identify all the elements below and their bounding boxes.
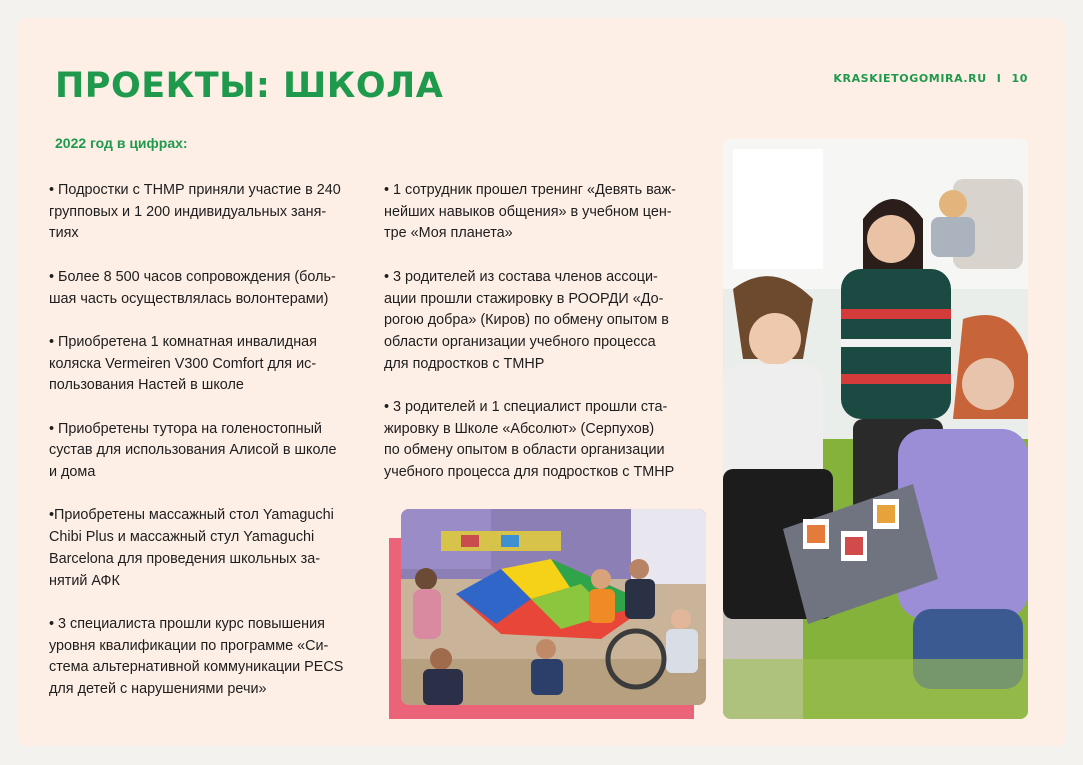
site-link[interactable]: KRASKIETOGOMIRA.RU [833,72,987,85]
fact-line: ации прошли стажировку в РООРДИ «До- [384,290,664,307]
fact-line: стема альтернативной коммуникации PECS [49,659,344,676]
fact-line: нейших навыков общения» в учебном цен- [384,203,672,220]
fact-line: жировку в Школе «Абсолют» (Серпухов) [384,420,655,437]
fact-line: •Приобретены массажный стол Yamaguchi [49,507,334,524]
page [18,18,1065,746]
fact-line: шая часть осуществлялась волонтерами) [49,290,329,307]
fact-line: по обмену опытом в области организации [384,442,665,459]
section-subheading: 2022 год в цифрах: [55,135,188,151]
fact-line: сустав для использования Алисой в школе [49,442,337,459]
fact-line: • Приобретены тутора на голеностопный [49,420,322,437]
fact-line: учебного процесса для подростков с ТМНР [384,464,675,481]
photo-group-parachute [401,509,706,705]
fact-line: нятий АФК [49,572,120,589]
facts-list-left [49,180,379,701]
fact-line: тре «Моя планета» [384,225,513,242]
fact-line: Barcelona для проведения школьных за- [49,550,320,567]
fact-line: • Подростки с ТНМР приняли участие в 240 [49,182,341,198]
fact-line: для детей с нарушениями речи» [49,681,267,698]
fact-line: • Приобретена 1 комнатная инвалидная [49,333,317,350]
fact-line: коляска Vermeiren V300 Comfort для ис- [49,355,317,372]
photo-picture-cards [723,139,1028,719]
fact-line: для подростков с ТМНР [384,355,545,372]
fact-line: Chibi Plus и массажный стул Yamaguchi [49,529,315,546]
fact-line: • Более 8 500 часов сопровождения (боль- [49,268,336,285]
fact-line: и дома [49,464,96,481]
page-number: 10 [1011,72,1028,85]
facts-list-right [384,180,714,484]
fact-line: групповых и 1 200 индивидуальных заня- [49,203,327,220]
header-meta [833,72,1028,85]
fact-line: рогою добра» (Киров) по обмену опытом в [384,312,669,329]
fact-line: • 1 сотрудник прошел тренинг «Девять важ- [384,182,676,198]
fact-line: области организации учебного процесса [384,333,656,350]
page-title: ПРОЕКТЫ: ШКОЛА [55,66,444,106]
fact-line: • 3 родителей и 1 специалист прошли ста- [384,399,668,415]
fact-line: пользования Настей в школе [49,377,244,394]
fact-line: уровня квалификации по программе «Си- [49,637,329,654]
fact-line: • 3 родителей из состава членов ассоци- [384,268,658,285]
header-separator: I [996,72,1002,85]
fact-line: тиях [49,225,79,242]
fact-line: • 3 специалиста прошли курс повышения [49,615,325,632]
